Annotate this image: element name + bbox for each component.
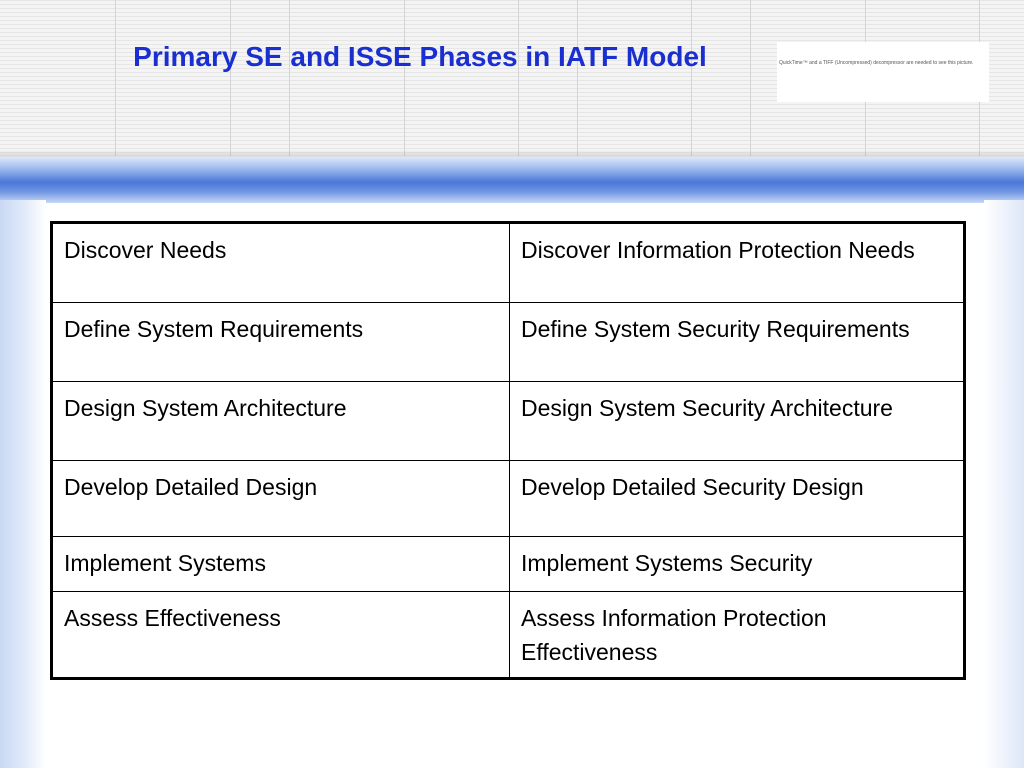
se-phase-cell: Define System Requirements bbox=[52, 303, 510, 382]
table-row bbox=[52, 592, 965, 679]
slide-title: Primary SE and ISSE Phases in IATF Model bbox=[133, 41, 707, 72]
isse-phase-cell: Develop Detailed Security Design bbox=[510, 461, 965, 537]
isse-phase-cell: Implement Systems Security bbox=[510, 537, 965, 592]
table-row bbox=[52, 461, 965, 537]
image-placeholder bbox=[777, 42, 989, 102]
table-row bbox=[52, 382, 965, 461]
se-phase-cell: Design System Architecture bbox=[52, 382, 510, 461]
phases-table bbox=[50, 221, 966, 680]
se-phase-cell: Assess Effectiveness bbox=[52, 592, 510, 679]
se-phase-cell: Implement Systems bbox=[52, 537, 510, 592]
header-divider bbox=[115, 0, 116, 156]
blue-band bbox=[0, 157, 1024, 203]
table-row bbox=[52, 223, 965, 303]
right-gradient-strip bbox=[984, 200, 1024, 768]
header-divider bbox=[577, 0, 578, 156]
header-divider bbox=[518, 0, 519, 156]
header-divider bbox=[404, 0, 405, 156]
isse-phase-cell: Assess Information Protection Effectiveness bbox=[510, 592, 965, 679]
header-divider bbox=[289, 0, 290, 156]
isse-phase-cell: Design System Security Architecture bbox=[510, 382, 965, 461]
isse-phase-cell: Define System Security Requirements bbox=[510, 303, 965, 382]
table-row bbox=[52, 537, 965, 592]
left-gradient-strip bbox=[0, 200, 46, 768]
se-phase-cell: Discover Needs bbox=[52, 223, 510, 303]
header-divider bbox=[750, 0, 751, 156]
image-placeholder-text: QuickTime™ and a TIFF (Uncompressed) decompressor are needed to see this picture. bbox=[779, 60, 974, 66]
header-divider bbox=[691, 0, 692, 156]
isse-phase-cell: Discover Information Protection Needs bbox=[510, 223, 965, 303]
header-divider bbox=[230, 0, 231, 156]
table-row bbox=[52, 303, 965, 382]
se-phase-cell: Develop Detailed Design bbox=[52, 461, 510, 537]
